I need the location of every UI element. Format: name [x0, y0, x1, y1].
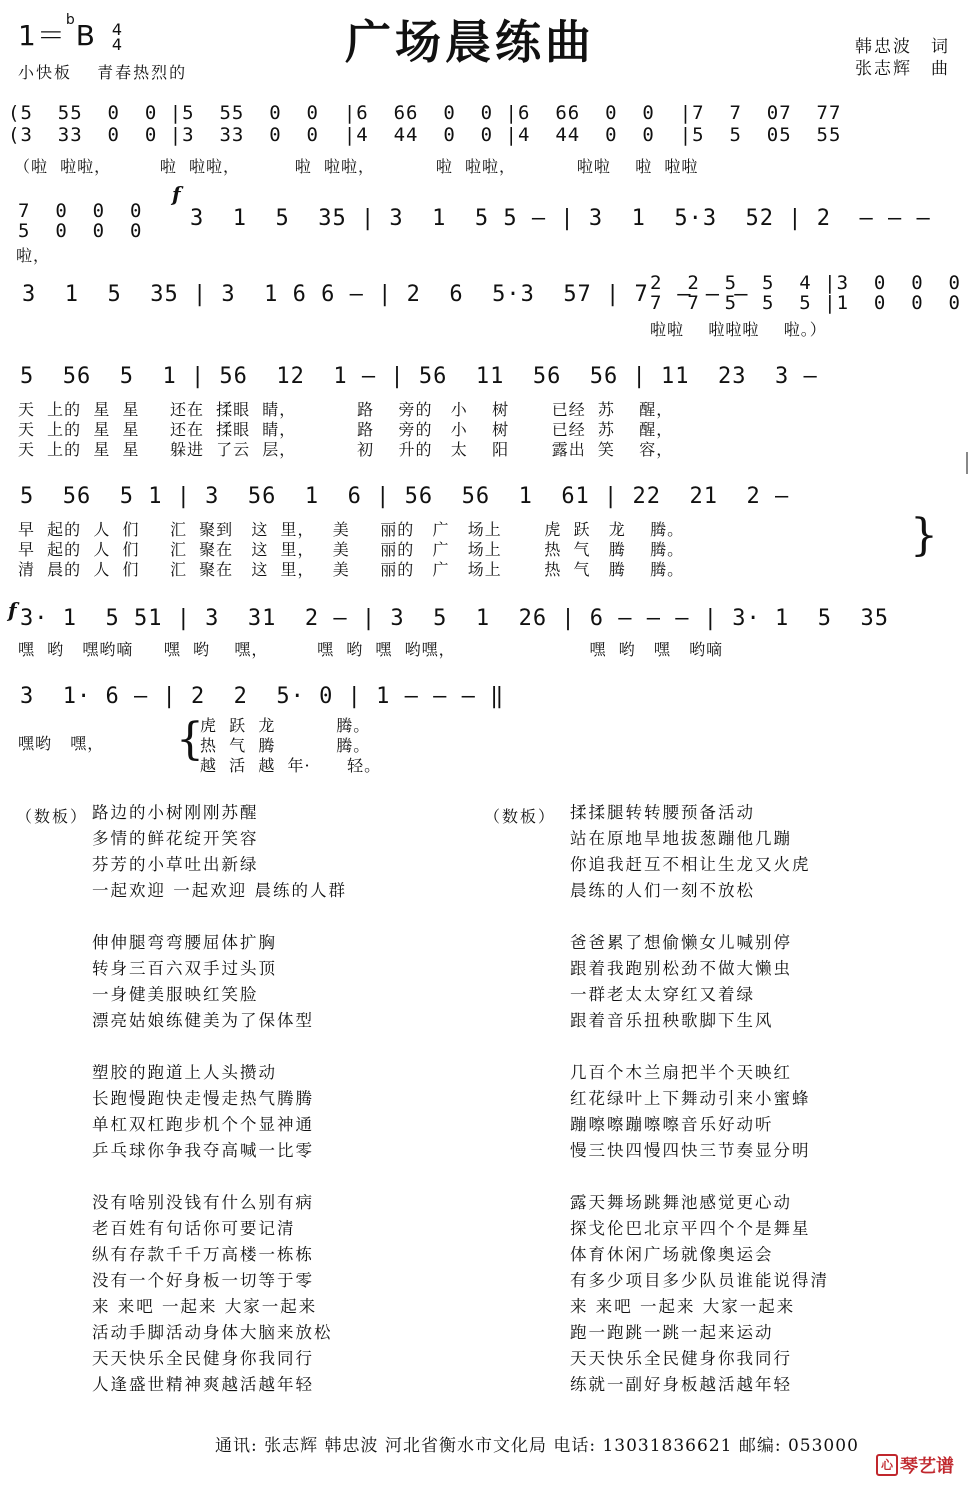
verse-line: 体育休闲广场就像奥运会: [570, 1245, 774, 1264]
verse-line: 一群老太太穿红又着绿: [570, 985, 755, 1004]
meter-bottom: 4: [111, 35, 124, 54]
left-verse-label: （数板）: [16, 807, 89, 826]
key-prefix: 1＝: [18, 19, 66, 52]
verse-line: 纵有存款千千万高楼一栋栋: [92, 1245, 314, 1264]
verse-line: 多情的鲜花绽开笑容: [92, 829, 259, 848]
logo-icon: 心: [876, 1454, 898, 1476]
verse-line: 老百姓有句话你可要记清: [92, 1219, 296, 1238]
verse-line: 几百个木兰扇把半个天映红: [570, 1063, 792, 1082]
verse-line: 没有啥别没钱有什么别有病: [92, 1193, 314, 1212]
score-line-6-melody: 3· 1 5 51 | 3 31 2 — | 3 5 1 26 | 6 — — — | 3· 1 5 35: [20, 606, 889, 631]
verse-line: 来 来吧 一起来 大家一起来: [570, 1297, 796, 1316]
lyric-verse1-line5: 早 起的 人 们 汇 聚到 这 里， 美 丽的 广 场上 虎 跃 龙 腾。: [18, 520, 685, 539]
lyric-line-3: 啦啦 啦啦啦 啦。）: [650, 320, 827, 339]
verse-line: 塑胶的跑道上人头攒动: [92, 1063, 277, 1082]
lyric-line-1: （啦 啦啦， 啦 啦啦， 啦 啦啦， 啦 啦啦， 啦啦 啦 啦啦: [14, 157, 699, 176]
verse-line: 一起欢迎 一起欢迎 晨练的人群: [92, 881, 347, 900]
score-line-2-melody: 3 1 5 35 | 3 1 5 5 — | 3 1 5·3 52 | 2 — — —: [190, 206, 931, 231]
lyric-verse2-line4: 天 上的 星 星 还在 揉眼 睛， 路 旁的 小 树 已经 苏 醒，: [18, 420, 674, 439]
score-line-5-melody: 5 56 5 1 | 3 56 1 6 | 56 56 1 61 | 22 21 2 —: [20, 484, 790, 509]
verse-line: 天天快乐全民健身你我同行: [570, 1349, 792, 1368]
right-stanza-1: [570, 800, 829, 904]
dynamic-forte-1: f: [172, 182, 181, 206]
lyric-verse3-line7: 越 活 越 年· 轻。: [200, 756, 382, 775]
score-line-3-lower: 7 7 5 5 5 |1 0 0 0: [650, 292, 961, 314]
lyricist-credit: 韩忠波 词: [855, 37, 950, 57]
lyric-verse2-line5: 早 起的 人 们 汇 聚在 这 里， 美 丽的 广 场上 热 气 腾 腾。: [18, 540, 685, 559]
verse-line: 活动手脚活动身体大脑来放松: [92, 1323, 333, 1342]
verse-line: 你追我赶互不相让生龙又火虎: [570, 855, 811, 874]
verse-line: 转身三百六双手过头顶: [92, 959, 277, 978]
score-line-4-melody: 5 56 5 1 | 56 12 1 — | 56 11 56 56 | 11 23 3 —: [20, 364, 818, 389]
left-stanza-1: [92, 800, 347, 904]
right-stanza-4: [570, 1190, 829, 1398]
contact-info: 通讯: 张志辉 韩忠波 河北省衡水市文化局 电话: 13031836621 邮编: 053000: [215, 1436, 859, 1456]
score-line-2-upper: 7 0 0 0: [18, 200, 143, 222]
verse-line: 探戈伦巴北京平四个个是舞星: [570, 1219, 811, 1238]
verse-line: 有多少项目多少队员谁能说得清: [570, 1271, 829, 1290]
score-line-1-lower: (3 33 0 0 |3 33 0 0 |4 44 0 0 |4 44 0 0 |5 5 05 55: [8, 124, 842, 146]
verse-line: 跟着音乐扭秧歌脚下生风: [570, 1011, 774, 1030]
scroll-indicator[interactable]: [966, 452, 968, 474]
meter-top: 4: [111, 20, 124, 39]
key-signature: [18, 14, 123, 54]
verse-line: 一身健美服映红笑脸: [92, 985, 259, 1004]
verse-brace-left: {: [176, 714, 204, 765]
tempo-marking: 小快板 青春热烈的: [18, 63, 188, 82]
left-verses: [92, 800, 347, 1398]
verse-line: 人逢盛世精神爽越活越年轻: [92, 1375, 314, 1394]
right-stanza-3: [570, 1060, 829, 1164]
song-title: 广场晨练曲: [345, 15, 595, 69]
left-stanza-3: [92, 1060, 347, 1164]
verse-line: 跑一跑跳一跳一起来运动: [570, 1323, 774, 1342]
left-stanza-2: [92, 930, 347, 1034]
score-line-7-melody: 3 1· 6 — | 2 2 5· 0 | 1 — — — ‖: [20, 684, 505, 709]
verse-line: 站在原地旱地拔葱蹦他几蹦: [570, 829, 792, 848]
site-logo[interactable]: [876, 1452, 954, 1478]
right-verse-label: （数板）: [484, 807, 557, 826]
verse-brace-right: }: [910, 510, 938, 561]
verse-line: 跟着我跑别松劲不做大懒虫: [570, 959, 792, 978]
key-note: B: [75, 19, 96, 52]
lyric-verse3-line4: 天 上的 星 星 躲进 了云 层， 初 升的 太 阳 露出 笑 容，: [18, 440, 674, 459]
verse-line: 红花绿叶上下舞动引来小蜜蜂: [570, 1089, 811, 1108]
lyric-verse3-line5: 清 晨的 人 们 汇 聚在 这 里， 美 丽的 广 场上 热 气 腾 腾。: [18, 560, 685, 579]
verse-line: 晨练的人们一刻不放松: [570, 881, 755, 900]
lyric-line-7-lead: 嘿哟 嘿，: [18, 734, 105, 753]
score-line-3-upper: 2 2 5 5 4 |3 0 0 0: [650, 272, 961, 294]
right-stanza-2: [570, 930, 829, 1034]
verse-line: 伸伸腿弯弯腰屈体扩胸: [92, 933, 277, 952]
lyric-line-2: 啦，: [16, 246, 51, 265]
dynamic-forte-2: f: [8, 598, 17, 622]
verse-line: 单杠双杠跑步机个个显神通: [92, 1115, 314, 1134]
verse-line: 长跑慢跑快走慢走热气腾腾: [92, 1089, 314, 1108]
verse-line: 来 来吧 一起来 大家一起来: [92, 1297, 318, 1316]
verse-line: 漂亮姑娘练健美为了保体型: [92, 1011, 314, 1030]
left-stanza-4: [92, 1190, 347, 1398]
verse-line: 练就一副好身板越活越年轻: [570, 1375, 792, 1394]
score-line-2-lower: 5 0 0 0: [18, 220, 143, 242]
score-line-1-upper: (5 55 0 0 |5 55 0 0 |6 66 0 0 |6 66 0 0 |7 7 07 77: [8, 102, 842, 124]
lyric-verse1-line4: 天 上的 星 星 还在 揉眼 睛， 路 旁的 小 树 已经 苏 醒，: [18, 400, 674, 419]
verse-line: 芬芳的小草吐出新绿: [92, 855, 259, 874]
verse-line: 乒乓球你争我夺高喊一比零: [92, 1141, 314, 1160]
verse-line: 路边的小树刚刚苏醒: [92, 803, 259, 822]
verse-line: 露天舞场跳舞池感觉更心动: [570, 1193, 792, 1212]
lyric-line-6: 嘿 哟 嘿哟嘀 嘿 哟 嘿， 嘿 哟 嘿 哟嘿， 嘿 哟 嘿 哟嘀: [18, 640, 724, 659]
composer-credit: 张志辉 曲: [855, 59, 950, 79]
verse-line: 慢三快四慢四快三节奏显分明: [570, 1141, 811, 1160]
verse-line: 蹦嚓嚓蹦嚓嚓音乐好动听: [570, 1115, 774, 1134]
logo-text: 琴艺谱: [900, 1456, 954, 1477]
verse-line: 天天快乐全民健身你我同行: [92, 1349, 314, 1368]
score-line-3-melody: 3 1 5 35 | 3 1 6 6 — | 2 6 5·3 57 | 7 — — —: [22, 282, 749, 307]
right-verses: [570, 800, 829, 1398]
verse-line: 没有一个好身板一切等于零: [92, 1271, 314, 1290]
lyric-verse2-line7: 热 气 腾 腾。: [200, 736, 371, 755]
verse-line: 揉揉腿转转腰预备活动: [570, 803, 755, 822]
key-flat: b: [65, 12, 76, 28]
verse-line: 爸爸累了想偷懒女儿喊别停: [570, 933, 792, 952]
lyric-verse1-line7: 虎 跃 龙 腾。: [200, 716, 371, 735]
time-signature: [112, 22, 123, 52]
